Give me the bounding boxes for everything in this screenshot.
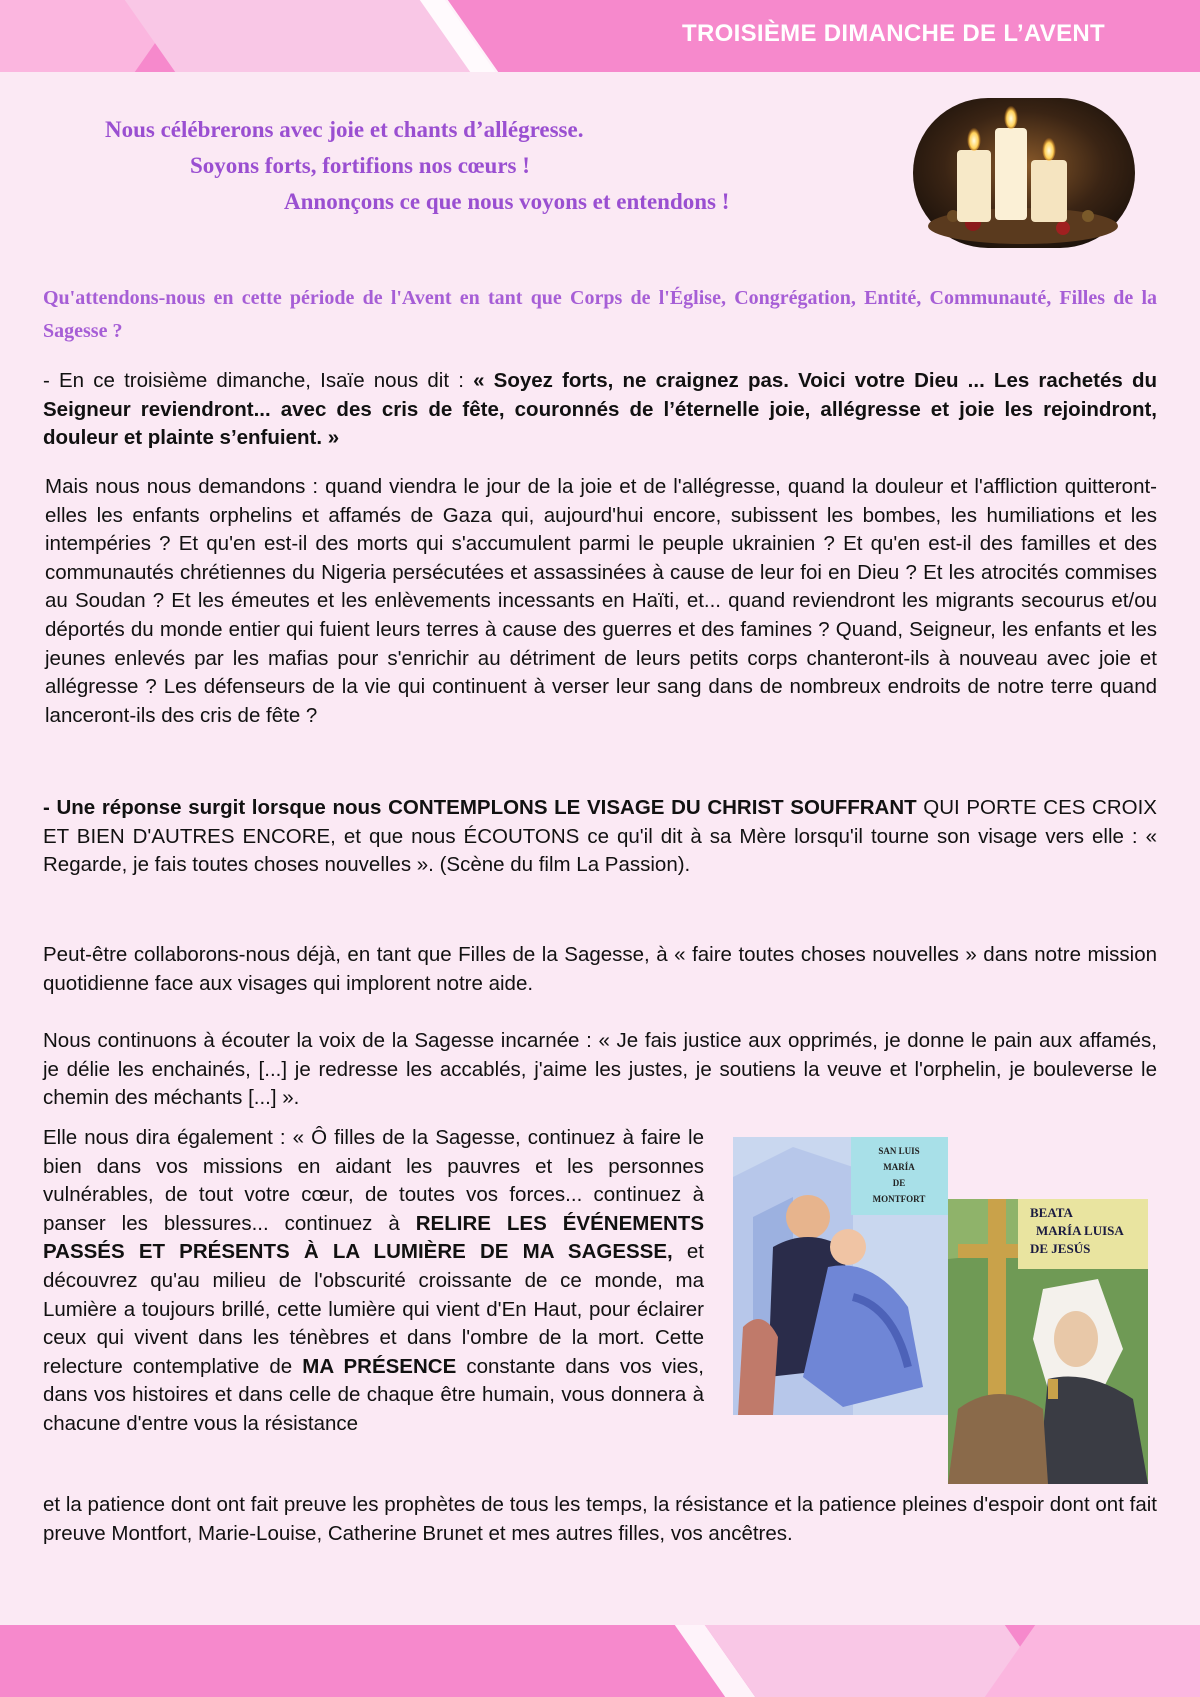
advent-candles-image (913, 98, 1135, 248)
intro-line: Soyons forts, fortifions nos cœurs ! (190, 153, 530, 178)
paragraph-conclusion: et la patience dont ont fait preuve les prophètes de tous les temps, la résistance et la patience pleines d'espoir dont ont fait preuve Montfort, Marie-Louise, Catherine Brunet et mes autres filles, vos ancêtres. (43, 1493, 1157, 1545)
paragraph-isaiah (43, 367, 1157, 453)
daughters-text: constante dans vos vies, dans vos histoires et dans celle de chaque être humain, vous donnera à chacune d'entre vous la résistance (43, 1354, 704, 1435)
daughters-emphasis: RELIRE LES ÉVÉNEMENTS PASSÉS ET PRÉSENTS À LA LUMIÈRE DE MA SAGESSE, (43, 1211, 704, 1264)
intro-line: Annonçons ce que nous voyons et entendons ! (284, 189, 730, 214)
beata-label-line: DE JESÚS (1030, 1241, 1091, 1256)
montfort-label-line: MARÍA (883, 1162, 915, 1172)
daughters-text: et découvrez qu'au milieu de l'obscurité croissante de ce monde, ma Lumière a toujours brillé, cette lumière qui vient d'En Haut, pour éclairer ceux qui vivent dans les ténèbres et dans l'ombre de la mort. Cette relecture contemplative de (43, 1240, 704, 1378)
beata-painting-image (948, 1199, 1148, 1484)
montfort-painting-image (733, 1137, 948, 1415)
paragraph-lead: - En ce troisième dimanche, Isaïe nous dit : (43, 369, 474, 392)
montfort-label-line: MONTFORT (872, 1194, 926, 1204)
header-band (0, 0, 1200, 72)
paragraph-daughters (43, 1124, 704, 1439)
montfort-label-line: SAN LUIS (878, 1146, 920, 1156)
answer-rest: QUI PORTE CES CROIX ET BIEN D'AUTRES ENCORE, et que nous ÉCOUTONS ce qu'il dit à sa Mère lorsqu'il tourne son visage vers elle : « Regarde, je fais toutes choses nouvelles ». (Scène du film La Passion). (43, 796, 1157, 877)
page-title: TROISIÈME DIMANCHE DE L’AVENT (682, 20, 1105, 47)
paragraph-collaboration: Peut-être collaborons-nous déjà, en tant que Filles de la Sagesse, à « faire toutes choses nouvelles » dans notre mission quotidienne face aux visages qui implorent notre aide. (43, 943, 1157, 995)
intro-line: Nous célébrerons avec joie et chants d’allégresse. (105, 117, 584, 142)
footer-decor-shape (985, 1625, 1200, 1697)
paragraph-questions: Mais nous nous demandons : quand viendra le jour de la joie et de l'allégresse, quand la douleur et l'affliction quitteront-elles les enfants orphelins et affamés de Gaza qui, aujourd'hui encore, subissent les bombes, les humiliations et les intempéries ? Et qu'en est-il des morts qui s'accumulent parmi le peuple ukrainien ? Et qu'en est-il des familles et des communautés chrétiennes du Nigeria persécutées et assassinées à cause de leur foi en Dieu ? Et les atrocités commises au Soudan ? Et les émeutes et les enlèvements incessants en Haïti, et... quand reviendront les migrants secourus et/ou déportés du monde entier qui fuient leurs terres à cause des guerres et des famines ? Quand, Seigneur, les enfants et les jeunes enlevés par les mafias pour s'enrichir au détriment de leurs petits corps chanteront-ils à nouveau avec joie et allégresse ? Les défenseurs de la vie qui continuent à verser leur sang dans de nombreux endroits de notre terre quand lanceront-ils des cris de fête ? (45, 475, 1157, 727)
footer-band (0, 1625, 1200, 1697)
paragraph-wisdom-voice: Nous continuons à écouter la voix de la Sagesse incarnée : « Je fais justice aux opprimés, je donne le pain aux affamés, je délie les enchainés, [...] je redresse les accablés, j'aime les justes, je soutiens la veuve et l'orphelin, je bouleverse le chemin des méchants [...] ». (43, 1029, 1157, 1110)
answer-bold: - Une réponse surgit lorsque nous CONTEMPLONS LE VISAGE DU CHRIST SOUFFRANT (43, 796, 917, 819)
question-heading: Qu'attendons-nous en cette période de l'Avent en tant que Corps de l'Église, Congrégation, Entité, Communauté, Filles de la Sagesse ? (43, 287, 1157, 342)
presence-emphasis: MA PRÉSENCE (302, 1354, 457, 1378)
isaiah-quote: « Soyez forts, ne craignez pas. Voici votre Dieu ... Les rachetés du Seigneur reviendront... avec des cris de fête, couronnés de l’éternelle joie, allégresse et joie les rejoindront, douleur et plainte s’enfuient. » (43, 369, 1157, 450)
intro-verse (0, 112, 900, 220)
daughters-text: Elle nous dira également : « Ô filles de la Sagesse, continuez à faire le bien dans vos missions en aidant les pauvres et les personnes vulnérables, de tout votre cœur, de toutes vos forces... continuez à panser les blessures... continuez à (43, 1126, 704, 1235)
paragraph-answer (43, 794, 1157, 880)
montfort-label-line: DE (892, 1178, 906, 1188)
beata-label-line: BEATA (1030, 1205, 1073, 1220)
beata-label-line: MARÍA LUISA (1036, 1223, 1124, 1238)
